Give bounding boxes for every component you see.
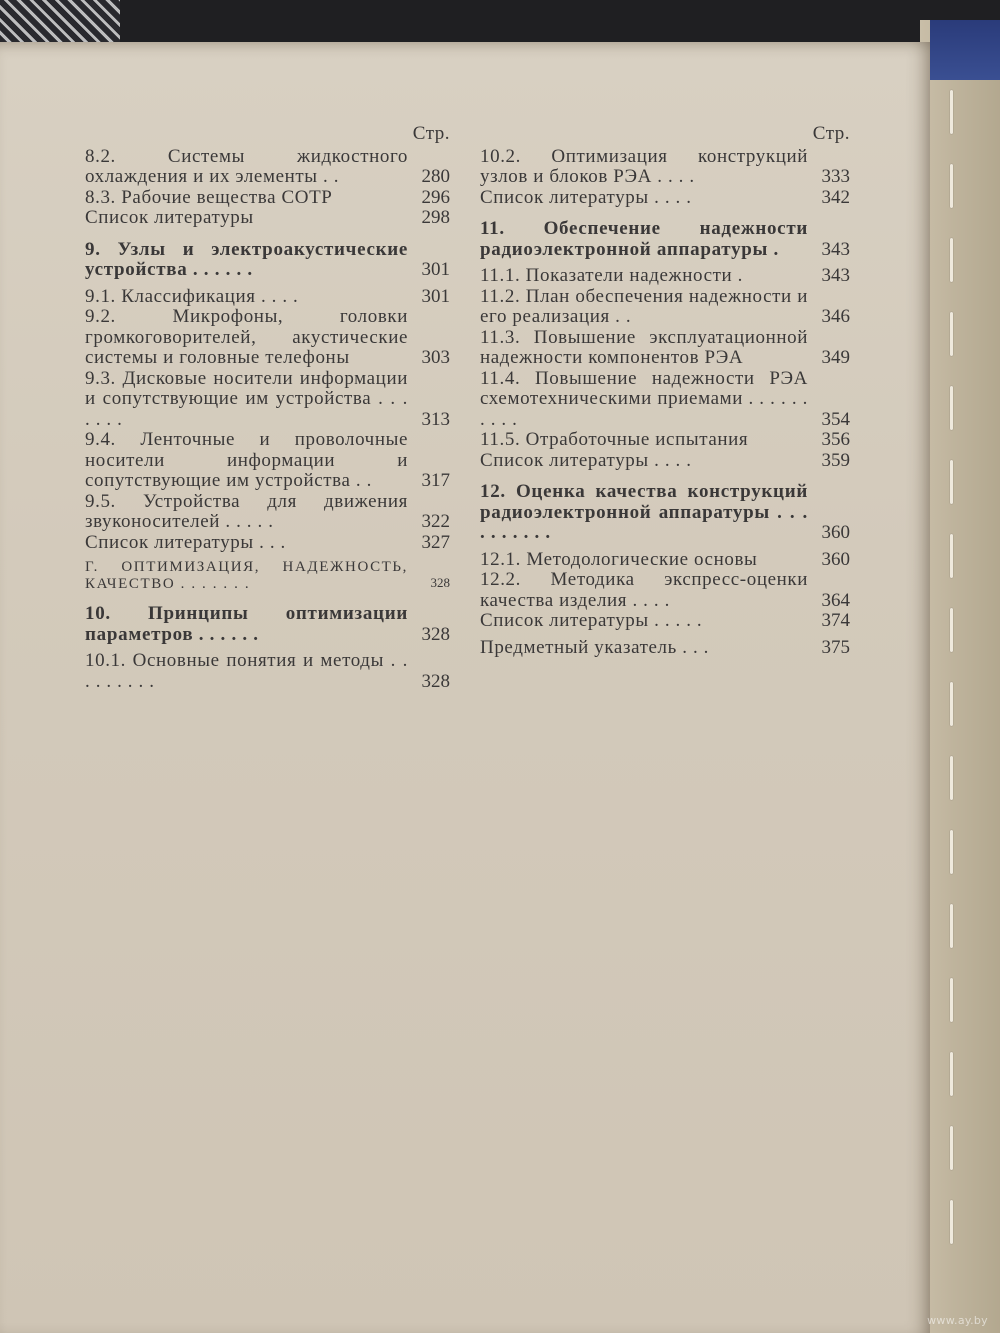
toc-chapter-entry <box>480 219 850 260</box>
toc-section-entry <box>85 430 450 492</box>
toc-entry-title: 11.1. Показатели надежности . <box>480 265 743 286</box>
toc-entry-page-number: 346 <box>821 306 850 327</box>
toc-section-entry <box>480 147 850 188</box>
toc-entry-title: 9.1. Классификация . . . . <box>85 285 299 307</box>
spacer <box>85 229 450 240</box>
binding-stitch <box>950 1126 953 1170</box>
toc-entry-page-number: 354 <box>821 408 850 430</box>
toc-entry-page-number: 317 <box>421 470 450 491</box>
toc-entry-page-number: 328 <box>421 670 450 692</box>
toc-entry-title: 11.2. План обеспечения надежности и его реализация . . <box>480 285 808 327</box>
toc-entry-title: 10. Принципы оптимизации параметров . . . . . . <box>85 603 408 645</box>
binding-stitch <box>950 386 953 430</box>
toc-entry-page-number: 356 <box>821 429 850 450</box>
toc-entry-page-number: 322 <box>421 511 450 532</box>
toc-section-entry <box>85 533 450 554</box>
toc-entry-page-number: 303 <box>421 347 450 368</box>
toc-entry-title: Г. ОПТИМИЗАЦИЯ, НАДЕЖНОСТЬ, КАЧЕСТВО . . . . . . . <box>85 559 408 592</box>
toc-section-entry <box>480 369 850 431</box>
toc-entry-title: Предметный указатель . . . <box>480 636 709 658</box>
toc-chapter-entry <box>480 482 850 544</box>
toc-section-entry <box>85 208 450 229</box>
toc-entry-page-number: 301 <box>421 285 450 307</box>
toc-section-entry <box>480 266 850 287</box>
toc-section-entry <box>480 570 850 611</box>
toc-entry-title: 8.2. Системы жидкостного охлаждения и их элементы . . <box>85 145 408 187</box>
toc-section-entry <box>480 550 850 571</box>
binding-stitch <box>950 534 953 578</box>
toc-entries-right <box>480 147 850 659</box>
toc-entry-page-number: 280 <box>421 166 450 187</box>
toc-section-entry <box>85 651 450 692</box>
toc-entry-page-number: 375 <box>821 636 850 658</box>
toc-entry-page-number: 298 <box>421 207 450 228</box>
toc-section-entry <box>85 492 450 533</box>
toc-entry-page-number: 364 <box>821 589 850 611</box>
toc-entry-page-number: 313 <box>421 408 450 430</box>
toc-section-entry <box>480 287 850 328</box>
toc-section-entry <box>85 147 450 188</box>
watermark: www.ay.by <box>927 1314 988 1327</box>
toc-section-entry <box>480 451 850 472</box>
toc-entry-title: 11.3. Повышение эксплуатационной надежности компонентов РЭА <box>480 326 808 368</box>
toc-chapter-entry <box>85 604 450 645</box>
binding-stitch <box>950 756 953 800</box>
toc-part-entry <box>85 559 450 593</box>
toc-entry-title: 12.2. Методика экспресс-оценки качества изделия . . . . <box>480 569 808 611</box>
toc-chapter-entry <box>85 240 450 281</box>
toc-column-left <box>85 124 450 692</box>
toc-entry-page-number: 374 <box>821 610 850 631</box>
toc-entry-title: 9.4. Ленточные и проволочные носители информации и сопутствующие им устройства . . <box>85 429 408 491</box>
binding-stitch <box>950 164 953 208</box>
binding-stitch <box>950 312 953 356</box>
binding-stitch <box>950 238 953 282</box>
binding-stitch <box>950 830 953 874</box>
toc-entry-title: 9. Узлы и электроакустические устройства . . . . . . <box>85 238 408 280</box>
toc-entry-title: 8.3. Рабочие вещества СОТР <box>85 186 333 208</box>
toc-entry-title: 9.5. Устройства для движения звуконосителей . . . . . <box>85 490 408 532</box>
toc-section-entry <box>480 611 850 632</box>
binding-stitch <box>950 608 953 652</box>
toc-entry-title: 12.1. Методологические основы <box>480 548 758 570</box>
toc-entry-page-number: 328 <box>430 574 450 590</box>
toc-section-entry <box>85 287 450 308</box>
toc-entry-title: 12. Оценка качества конструкций радиоэлектронной аппаратуры . . . . . . . . . . <box>480 481 808 543</box>
book-page <box>0 42 930 1333</box>
toc-entry-page-number: 349 <box>821 347 850 368</box>
binding-stitches <box>930 90 970 1290</box>
toc-column-right <box>480 124 850 658</box>
binding-stitch <box>950 1200 953 1244</box>
toc-entry-title: Список литературы . . . . . <box>480 610 703 631</box>
toc-entry-page-number: 360 <box>821 548 850 570</box>
binding-stitch <box>950 460 953 504</box>
toc-entry-page-number: 360 <box>821 522 850 543</box>
toc-entry-page-number: 327 <box>421 531 450 553</box>
binding-stitch <box>950 1052 953 1096</box>
toc-entry-page-number: 328 <box>421 623 450 645</box>
toc-entry-page-number: 343 <box>821 238 850 260</box>
toc-entry-title: Список литературы . . . <box>85 531 286 553</box>
binding-stitch <box>950 904 953 948</box>
toc-entry-page-number: 296 <box>421 186 450 208</box>
toc-entry-title: 11. Обеспечение надежности радиоэлектронной аппаратуры . <box>480 218 808 260</box>
binding-stitch <box>950 682 953 726</box>
page-column-header: Стр. <box>412 123 450 144</box>
binding-stitch <box>950 978 953 1022</box>
toc-section-entry <box>480 638 850 659</box>
toc-entries-left <box>85 147 450 693</box>
toc-entry-title: Список литературы . . . . <box>480 449 692 471</box>
toc-section-entry <box>85 188 450 209</box>
toc-entry-title: 9.3. Дисковые носители информации и сопутствующие им устройства . . . . . . . <box>85 367 408 430</box>
toc-entry-page-number: 359 <box>821 449 850 471</box>
toc-entry-title: Список литературы . . . . <box>480 186 692 208</box>
toc-entry-page-number: 343 <box>821 265 850 286</box>
toc-entry-title: Список литературы <box>85 207 254 228</box>
toc-entry-title: 9.2. Микрофоны, головки громкоговорителей, акустические системы и головные телефоны <box>85 306 408 368</box>
toc-entry-title: 10.1. Основные понятия и методы . . . . . . . . . <box>85 650 408 692</box>
toc-entry-page-number: 333 <box>821 166 850 187</box>
toc-section-entry <box>480 430 850 451</box>
toc-entry-page-number: 301 <box>421 259 450 280</box>
book-cover-spine-top <box>930 20 1000 80</box>
toc-entry-title: 11.5. Отработочные испытания <box>480 429 749 450</box>
toc-section-entry <box>85 369 450 431</box>
binding-stitch <box>950 90 953 134</box>
toc-entry-title: 11.4. Повышение надежности РЭА схемотехническими приемами . . . . . . . . . . <box>480 367 808 430</box>
toc-entry-page-number: 342 <box>821 186 850 208</box>
toc-entry-title: 10.2. Оптимизация конструкций узлов и блоков РЭА . . . . <box>480 145 808 187</box>
toc-section-entry <box>480 188 850 209</box>
toc-section-entry <box>480 328 850 369</box>
page-column-header: Стр. <box>812 123 850 144</box>
toc-section-entry <box>85 307 450 369</box>
